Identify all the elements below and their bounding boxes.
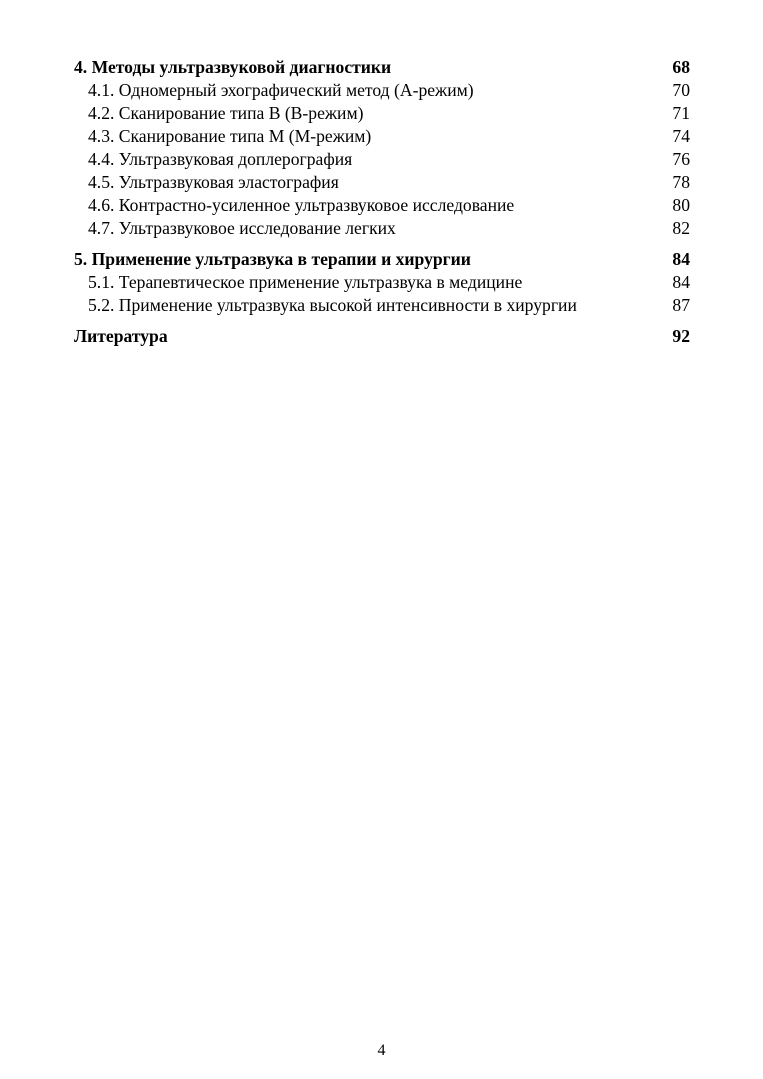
page-number: 4	[377, 1042, 386, 1059]
toc-entry-section-4-2[interactable]	[74, 102, 690, 125]
toc-entry-section-5-2[interactable]	[74, 294, 690, 317]
toc-entry-title: 4.5. Ультразвуковая эластография	[88, 172, 339, 192]
toc-entry-section-4-5[interactable]	[74, 171, 690, 194]
toc-entry-title: 4.2. Сканирование типа В (В-режим)	[88, 103, 364, 123]
toc-entry-page: 87	[672, 295, 690, 315]
toc-entry-chapter-4[interactable]	[74, 56, 690, 79]
toc-entry-title: 5. Применение ультразвука в терапии и хирургии	[74, 249, 471, 269]
toc-entry-title: 4.3. Сканирование типа М (М-режим)	[88, 126, 372, 146]
toc-entry-title: 4.6. Контрастно-усиленное ультразвуковое исследование	[88, 195, 515, 215]
toc-entry-page: 74	[672, 126, 690, 146]
table-of-contents	[74, 56, 690, 348]
toc-entry-title: 5.1. Терапевтическое применение ультразвука в медицине	[88, 272, 523, 292]
toc-entry-section-4-4[interactable]	[74, 148, 690, 171]
toc-entry-section-4-3[interactable]	[74, 125, 690, 148]
toc-entry-page: 78	[672, 172, 690, 192]
toc-entry-title: 5.2. Применение ультразвука высокой интенсивности в хирургии	[88, 295, 577, 315]
toc-entry-title: 4. Методы ультразвуковой диагностики	[74, 57, 392, 77]
toc-entry-title: 4.4. Ультразвуковая доплерография	[88, 149, 353, 169]
toc-entry-page: 70	[672, 80, 690, 100]
toc-entry-page: 92	[672, 326, 690, 346]
toc-entry-title: Литература	[74, 326, 168, 346]
toc-entry-section-4-6[interactable]	[74, 194, 690, 217]
toc-entry-page: 71	[672, 103, 690, 123]
toc-entry-page: 76	[672, 149, 690, 169]
toc-entry-section-5-1[interactable]	[74, 271, 690, 294]
toc-entry-references[interactable]	[74, 325, 690, 348]
toc-entry-page: 84	[672, 272, 690, 292]
toc-entry-page: 84	[672, 249, 690, 269]
toc-entry-title: 4.1. Одномерный эхографический метод (А-режим)	[88, 80, 474, 100]
toc-entry-title: 4.7. Ультразвуковое исследование легких	[88, 218, 396, 238]
toc-entry-page: 80	[672, 195, 690, 215]
toc-entry-page: 82	[672, 218, 690, 238]
toc-entry-chapter-5[interactable]	[74, 248, 690, 271]
toc-entry-section-4-1[interactable]	[74, 79, 690, 102]
toc-entry-page: 68	[672, 57, 690, 77]
toc-entry-section-4-7[interactable]	[74, 217, 690, 240]
